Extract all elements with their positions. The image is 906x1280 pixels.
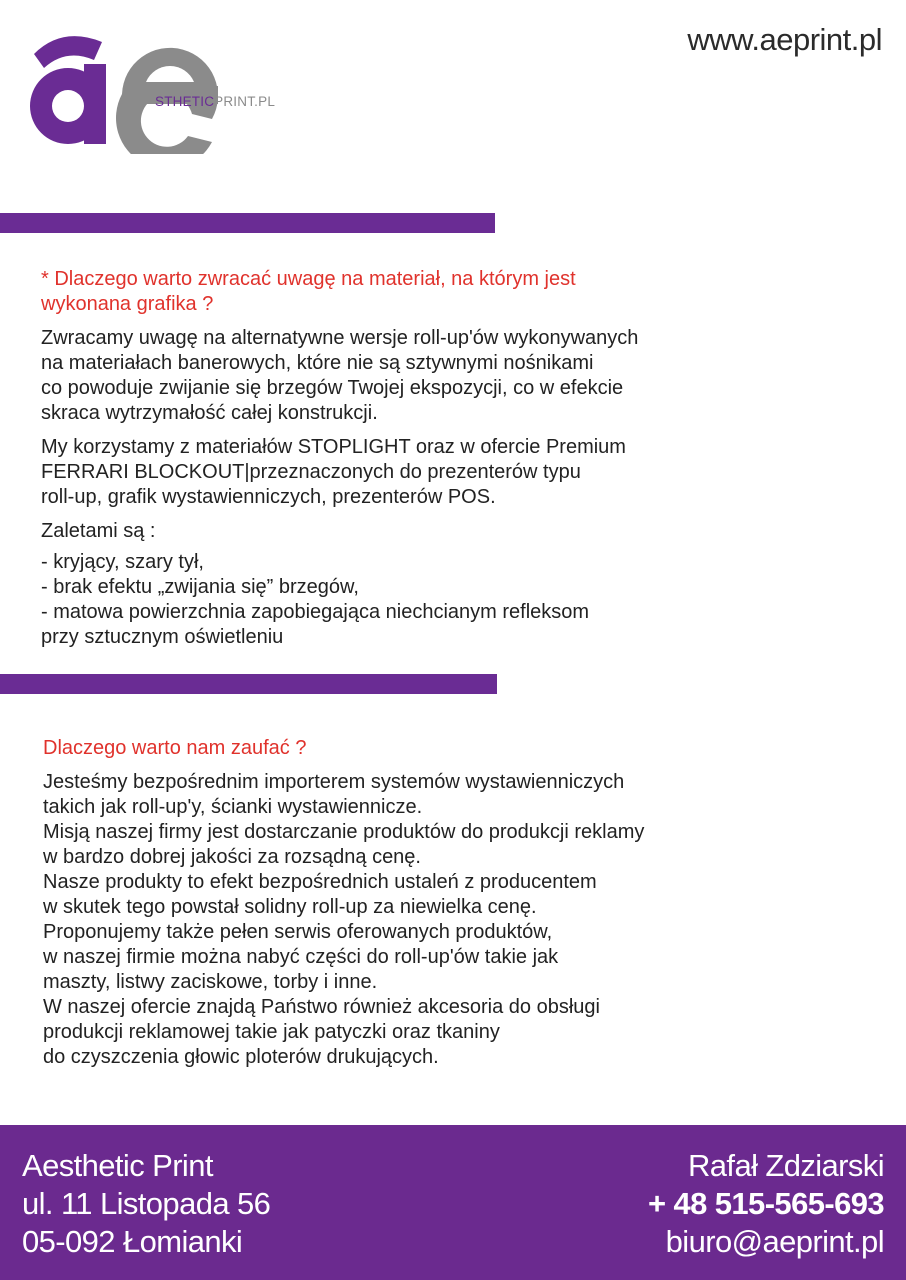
advantages-list	[41, 550, 821, 650]
logo-wordmark-part2: PRINT.PL	[214, 94, 276, 109]
logo-wordmark-part1: STHETIC	[155, 94, 215, 109]
ae-logo-mark	[22, 24, 302, 154]
phone-number[interactable]: + 48 515-565-693	[647, 1186, 884, 1221]
logo-wordmark	[155, 94, 275, 109]
material-paragraph-1: Zwracamy uwagę na alternatywne wersje roll-up'ów wykonywanych na materiałach banerowych, które nie są sztywnymi nośnikami co powoduje zwijanie się brzegów Twojej ekspozycji, co w efekcie skraca wytrzymałość całej konstrukcji.	[41, 327, 639, 424]
website-url[interactable]: www.aeprint.pl	[687, 22, 882, 57]
contact-footer	[0, 1125, 906, 1280]
purple-divider-top	[0, 213, 495, 233]
list-item: - kryjący, szary tył,	[41, 551, 204, 573]
city-address: 05-092 Łomianki	[22, 1224, 243, 1259]
list-item: - brak efektu „zwijania się” brzegów,	[41, 576, 359, 598]
trust-section	[43, 736, 823, 1079]
street-address: ul. 11 Listopada 56	[22, 1186, 271, 1221]
advantages-label: Zaletami są :	[41, 520, 156, 542]
email-address[interactable]: biuro@aeprint.pl	[665, 1224, 884, 1259]
trust-body: Jesteśmy bezpośrednim importerem systemów wystawienniczych takich jak roll-up'y, ścianki wystawiennicze. Misją naszej firmy jest dostarczanie produktów do produkcji reklamy w bardzo dobrej jakości za rozsądną cenę. Nasze produkty to efekt bezpośrednich ustaleń z producentem w skutek tego powstał solidny roll-up za niewielka cenę. Proponujemy także pełen serwis oferowanych produktów, w naszej firmie można nabyć części do roll-up'ów takie jak maszty, listwy zaciskowe, torby i inne. W naszej ofercie znajdą Państwo również akcesoria do obsługi produkcji reklamowej takie jak patyczki oraz tkaniny do czyszczenia głowic ploterów drukujących.	[43, 771, 645, 1068]
aesthetic-print-logo	[22, 24, 302, 154]
company-name: Aesthetic Print	[22, 1148, 213, 1183]
list-item: - matowa powierzchnia zapobiegająca niechcianym refleksom przy sztucznym oświetleniu	[41, 601, 590, 648]
contact-block	[648, 1147, 884, 1261]
material-paragraph-2: My korzystamy z materiałów STOPLIGHT oraz w ofercie Premium FERRARI BLOCKOUT|przeznaczonych do prezenterów typu roll-up, grafik wystawienniczych, prezenterów POS.	[41, 436, 626, 508]
material-section	[41, 267, 821, 650]
purple-divider-middle	[0, 674, 497, 694]
material-heading: * Dlaczego warto zwracać uwagę na materiał, na którym jest wykonana grafika ?	[41, 268, 576, 315]
contact-name: Rafał Zdziarski	[688, 1148, 884, 1183]
address-block	[22, 1147, 270, 1261]
trust-heading: Dlaczego warto nam zaufać ?	[43, 737, 307, 759]
